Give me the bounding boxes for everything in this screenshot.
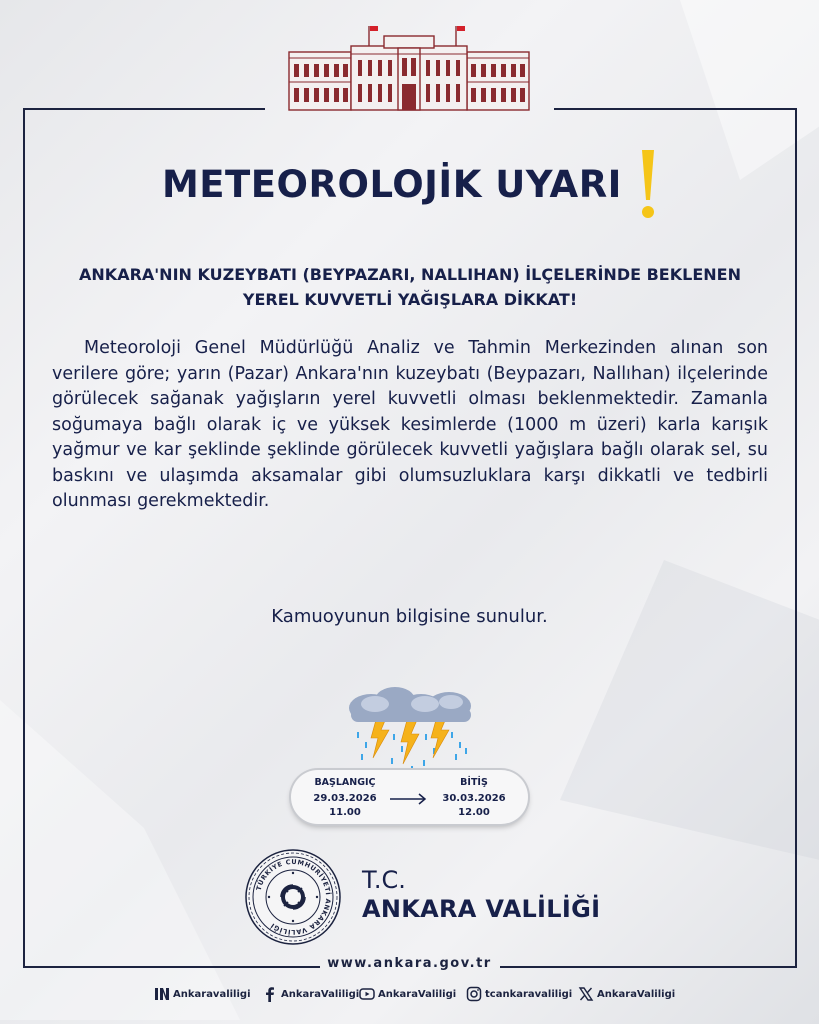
start-date: 29.03.2026 (313, 793, 377, 804)
warning-period (291, 770, 528, 824)
facebook-icon (262, 986, 278, 1002)
page-title: METEOROLOJİK UYARI (161, 162, 622, 206)
social-links (154, 984, 674, 1004)
social-label: AnkaraValiligi (281, 988, 360, 1000)
start-time: 11.00 (329, 807, 361, 818)
svg-text:TÜRKİYE CUMHURİYETİ ANKARA VAL: TÜRKİYE CUMHURİYETİ ANKARA VALİLİĞİ (254, 857, 333, 937)
period-end (428, 776, 520, 819)
end-label: BİTİŞ (460, 777, 488, 788)
frame-border (23, 108, 265, 110)
frame-border (554, 108, 797, 110)
frame-border (23, 108, 25, 968)
youtube-icon (359, 986, 375, 1002)
social-x[interactable] (578, 984, 675, 1004)
instagram-icon (466, 986, 482, 1002)
frame-border (795, 108, 797, 968)
nsosyal-icon (154, 986, 170, 1002)
social-label: AnkaraValiligi (378, 988, 457, 1000)
org-tc: T.C. (362, 866, 406, 894)
governorship-building-icon (286, 22, 532, 114)
x-icon (578, 986, 594, 1002)
exclamation-icon (637, 148, 657, 220)
background-shard (560, 560, 819, 860)
end-time: 12.00 (458, 807, 490, 818)
background-shard (0, 700, 240, 1020)
social-label: Ankaravaliligi (173, 988, 251, 1000)
website-link[interactable]: www.ankara.gov.tr (327, 956, 492, 971)
period-start (299, 776, 391, 819)
social-facebook[interactable] (262, 984, 359, 1004)
social-label: AnkaraValiligi (597, 988, 676, 1000)
start-label: BAŞLANGIÇ (314, 777, 376, 788)
arrow-right-icon (388, 792, 428, 806)
warning-body: Meteoroloji Genel Müdürlüğü Analiz ve Tahmin Merkezinden alınan son verilere göre; yarın (Pazar) Ankara'nın kuzeybatı (Beypazarı, Nallıhan) ilçelerinde görülecek sağanak yağışların yerel kuvvetli olması beklenmektedir. Zamanla soğumaya bağlı olarak iç ve yüksek kesimlerde (1000 m üzeri) karla karışık yağmur ve kar şeklinde şeklinde görülecek kuvvetli yağışlara bağlı olarak sel, su baskını ve ulaşımda aksamalar gibi olumsuzluklara karşı dikkatli ve tedbirli olunması gerekmektedir. (52, 338, 768, 511)
social-nsosyal[interactable] (154, 984, 251, 1004)
social-label: tcankaravaliligi (485, 988, 573, 1000)
end-date: 30.03.2026 (442, 793, 506, 804)
thunderstorm-icon (345, 686, 477, 776)
ankara-governorship-seal-icon (244, 848, 342, 946)
social-youtube[interactable] (359, 984, 456, 1004)
title-row (0, 148, 819, 220)
closing-statement: Kamuoyunun bilgisine sunulur. (271, 606, 548, 627)
social-instagram[interactable] (466, 984, 572, 1004)
warning-subtitle: ANKARA'NIN KUZEYBATI (BEYPAZARI, NALLIHAN) İLÇELERİNDE BEKLENEN YEREL KUVVETLİ YAĞIŞLARA DİKKAT! (79, 265, 741, 309)
org-name: ANKARA VALİLİĞİ (362, 895, 601, 923)
